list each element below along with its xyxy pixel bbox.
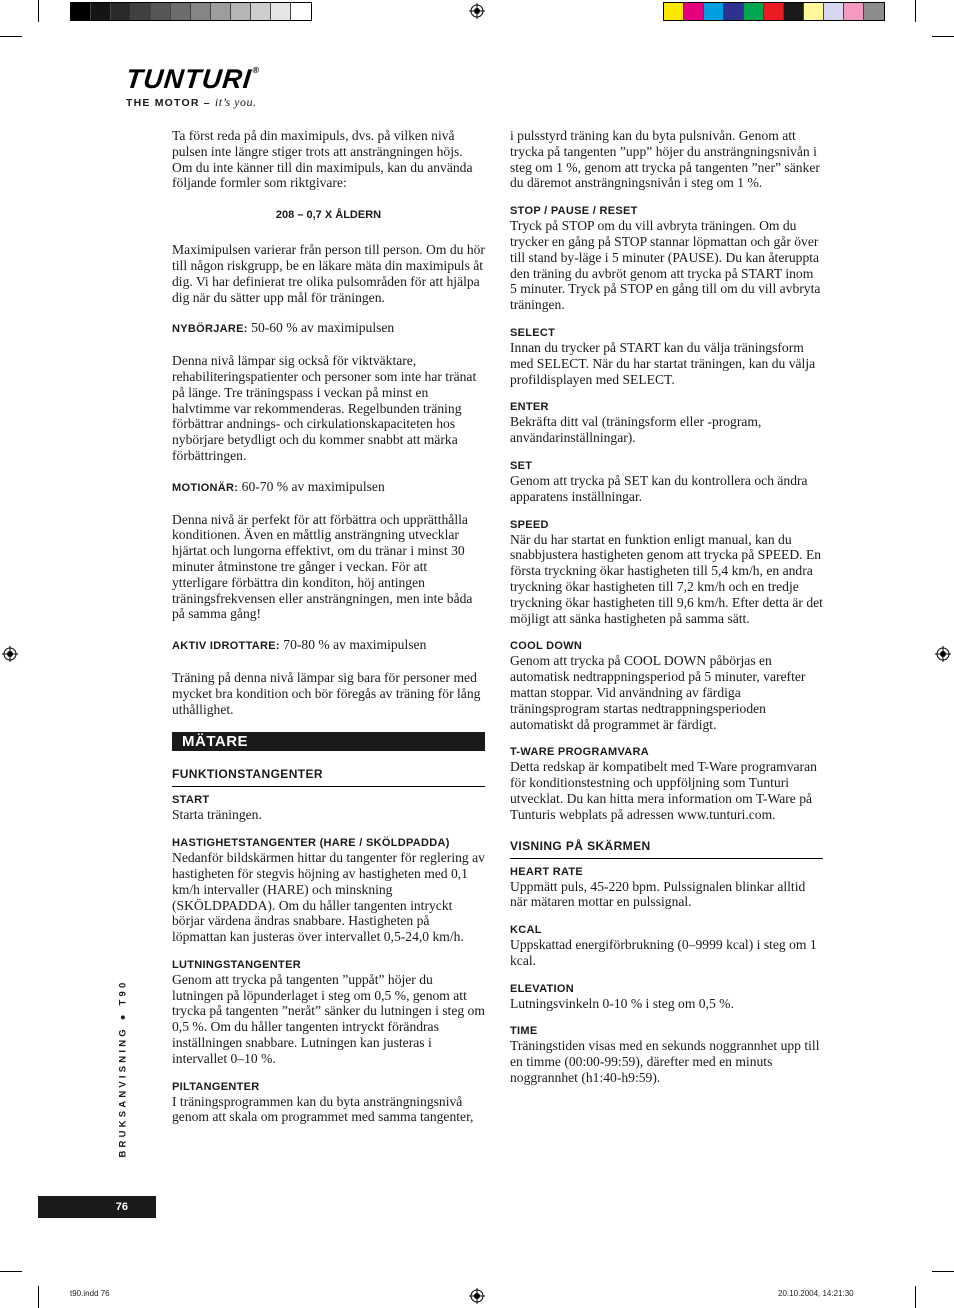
color-swatch — [111, 3, 131, 20]
item-heading: KCAL — [510, 924, 542, 937]
item-heading: PILTANGENTER — [172, 1080, 260, 1093]
item-heading: SPEED — [510, 518, 549, 531]
item-text: Innan du trycker på START kan du välja träningsform med SELECT. När du har startat träningen, kan du välja profildisplayen med SELECT. — [510, 339, 816, 387]
color-swatch — [151, 3, 171, 20]
crop-mark — [0, 1271, 22, 1272]
color-swatch — [271, 3, 291, 20]
color-swatch — [804, 3, 824, 20]
item-heading: HEART RATE — [510, 865, 584, 878]
color-swatch — [231, 3, 251, 20]
color-swatch — [251, 3, 271, 20]
color-swatch — [724, 3, 744, 20]
paragraph: Träning på denna nivå lämpar sig bara för personer med mycket bra kondition och bör föregås av träning för lång uthållighet. — [172, 669, 481, 717]
color-swatch — [824, 3, 844, 20]
crop-mark — [38, 0, 39, 22]
item-heading: COOL DOWN — [510, 640, 583, 653]
zone-beginner: NYBÖRJARE: 50-60 % av maximipulsen — [172, 320, 395, 336]
item-heading: HASTIGHETSTANGENTER (HARE / SKÖLDPADDA) — [172, 837, 450, 850]
intro-paragraph: Ta först reda på din maximipuls, dvs. på vilken nivå pulsen inte längre stiger trots att ansträngningen höjs. Om du inte känner till din maximipuls, kan du använda följande formler som riktgivare: — [172, 128, 473, 191]
zone-active-athlete: AKTIV IDROTTARE: 70-80 % av maximipulsen — [172, 637, 427, 653]
color-swatch — [744, 3, 764, 20]
color-swatch — [71, 3, 91, 20]
section-heading-matare: MÄTARE — [172, 732, 485, 751]
paragraph: Maximipulsen varierar från person till person. Om du hör till någon riskgrupp, be en läkare mäta din maximipuls åt dig. Vi har definierat tre olika pulsområden för att hjälpa dig när du sätter upp mål för träningen. — [172, 242, 485, 305]
color-swatch — [131, 3, 151, 20]
subsection-heading: VISNING PÅ SKÄRMEN — [510, 839, 823, 859]
registration-mark-icon — [469, 3, 485, 19]
sidebar-label: BRUKSANVISNING ● T90 — [117, 979, 129, 1158]
item-text: Uppmätt puls, 45-220 bpm. Pulssignalen blinkar alltid när mätaren mottar en pulssignal. — [510, 878, 806, 910]
item-text: Detta redskap är kompatibelt med T-Ware programvaran för konditionstestning och uppföljning som Tunturi utvecklat. Du kan hitta mera information om T-Ware på Tunturis webplats på adressen www.tunturi.com. — [510, 759, 817, 822]
footer-filename: t90.indd 76 — [70, 1289, 110, 1298]
color-swatch — [844, 3, 864, 20]
item-text: Genom att trycka på COOL DOWN påbörjas en automatisk nedtrappningsperiod på 5 minuter, varefter mattan stoppar. Vid användning av färdiga träningsprogram startas nedtrappningsperioden automatiskt då programmet är färdigt. — [510, 653, 806, 732]
color-swatch — [91, 3, 111, 20]
color-swatch — [704, 3, 724, 20]
item-text: När du har startat en funktion enligt manual, kan du snabbjustera hastigheten genom att trycka på SPEED. En första tryckning ökar hastigheten till 5,4 km/h, en andra tryckning ökar hastigheten till 7,2 km/h och en tredje tryckning ökar hastigheten till 9,6 km/h. Efter detta är det möjligt att sänka hastigheten på samma sätt. — [510, 531, 823, 626]
crop-mark — [932, 1271, 954, 1272]
subsection-heading: FUNKTIONSTANGENTER — [172, 767, 485, 787]
color-swatch — [864, 3, 884, 20]
brand-logo — [126, 66, 259, 110]
max-pulse-formula: 208 – 0,7 X ÅLDERN — [275, 209, 382, 222]
crop-mark — [915, 0, 916, 22]
item-heading: T-WARE PROGRAMVARA — [510, 746, 650, 759]
item-heading: SELECT — [510, 326, 556, 339]
grayscale-color-bar — [70, 2, 312, 21]
item-heading: TIME — [510, 1025, 538, 1038]
item-heading: STOP / PAUSE / RESET — [510, 205, 638, 218]
footer-timestamp: 20.10.2004, 14:21:30 — [778, 1289, 854, 1298]
registration-mark-icon — [469, 1288, 485, 1304]
item-text: Starta träningen. — [172, 807, 262, 823]
color-swatch — [211, 3, 231, 20]
item-text: Uppskattad energiförbrukning (0–9999 kcal) i steg om 1 kcal. — [510, 937, 817, 968]
logo-tagline: THE MOTOR – it’s you. — [126, 95, 257, 109]
crop-mark — [38, 1286, 39, 1308]
item-heading: START — [172, 794, 210, 807]
item-heading: LUTNINGSTANGENTER — [172, 958, 301, 971]
right-column — [510, 128, 823, 1086]
paragraph: Denna nivå lämpar sig också för viktväktare, rehabiliteringspatienter och personer som inte har tränat på länge. Tre träningspass i veckan på minst en halvtimme var rekommenderas. Regelbunden träning förbättrar andnings- och cirkulationskapaciteten hos nybörjare betydligt och du kommer snabbt att märka förbättringen. — [172, 353, 477, 463]
item-text: Bekräfta ditt val (träningsform eller -program, användarinställningar). — [510, 414, 762, 446]
item-text: Lutningsvinkeln 0-10 % i steg om 0,5 %. — [510, 995, 734, 1011]
item-heading: ELEVATION — [510, 982, 575, 995]
item-text: Tryck på STOP om du vill avbryta träningen. Om du trycker en gång på STOP stannar löpmattan och går över till stand by-läge i 5 minuter (PAUSE). Du kan återuppta den träning du avbröt genom att trycka på START inom 5 minuter. Tryck på STOP en gång till om du vill avbryta träningen. — [510, 218, 821, 313]
item-text: Genom att trycka på tangenten ”uppåt” höjer du lutningen på löpunderlaget i steg om 0,5 %, genom att trycka på tangenten ”neråt” sänker du lutningen i steg om 0,5 %. Om du håller tangenten intryckt förändras inställningen snabbare. Lutningen kan justeras i intervallet 0–10 %. — [172, 971, 485, 1066]
color-swatch — [764, 3, 784, 20]
registration-mark-icon — [2, 646, 18, 662]
page-number: 76 — [38, 1196, 156, 1218]
paragraph: i pulsstyrd träning kan du byta pulsnivån. Genom att trycka på tangenten ”upp” höjer du ansträngningsnivån i steg om 1 %, genom att trycka på tangenten ”ner” sänker du däremot ansträngningsnivån i steg om 1 %. — [510, 128, 820, 191]
logo-wordmark: TUNTURI® — [124, 64, 261, 94]
registration-mark-icon — [935, 646, 951, 662]
color-swatch — [784, 3, 804, 20]
item-heading: SET — [510, 459, 533, 472]
item-heading: ENTER — [510, 401, 549, 414]
zone-exerciser: MOTIONÄR: 60-70 % av maximipulsen — [172, 478, 385, 494]
crop-mark — [0, 36, 22, 37]
crop-mark — [932, 36, 954, 37]
item-text: Genom att trycka på SET kan du kontrollera och ändra apparatens inställningar. — [510, 472, 808, 504]
color-swatch — [291, 3, 311, 20]
item-text: I träningsprogrammen kan du byta ansträngningsnivå genom att skala om programmet med samma tangenter, — [172, 1093, 474, 1125]
item-text: Träningstiden visas med en sekunds noggrannhet upp till en timme (00:00-99:59), därefter med en minuts noggrannhet (h1:40-h9:59). — [510, 1038, 820, 1086]
item-text: Nedanför bildskärmen hittar du tangenter för reglering av hastigheten för stegvis höjning av hastigheten med 0,1 km/h intervaller (HARE) och minskning (SKÖLDPADDA). Om du håller tangenten intryckt börjar värdena ändras snabbare. Hastigheten på löpmattan kan justeras över intervallet 0,5-24,0 km/h. — [172, 850, 485, 945]
process-color-bar — [663, 2, 885, 21]
crop-mark — [915, 1286, 916, 1308]
paragraph: Denna nivå är perfekt för att förbättra och upprätthålla konditionen. Även en måttlig ansträngning utvecklar hjärtat och lungorna effektivt, om du tränar i minst 30 minuter åtminstone tre gånger i veckan. För att ytterligare förbättra din konditon, höj antingen träningsfrekvensen eller ansträngningen, men inte båda på samma gång! — [172, 511, 473, 622]
left-column — [172, 128, 485, 1125]
color-swatch — [171, 3, 191, 20]
color-swatch — [191, 3, 211, 20]
color-swatch — [684, 3, 704, 20]
color-swatch — [664, 3, 684, 20]
